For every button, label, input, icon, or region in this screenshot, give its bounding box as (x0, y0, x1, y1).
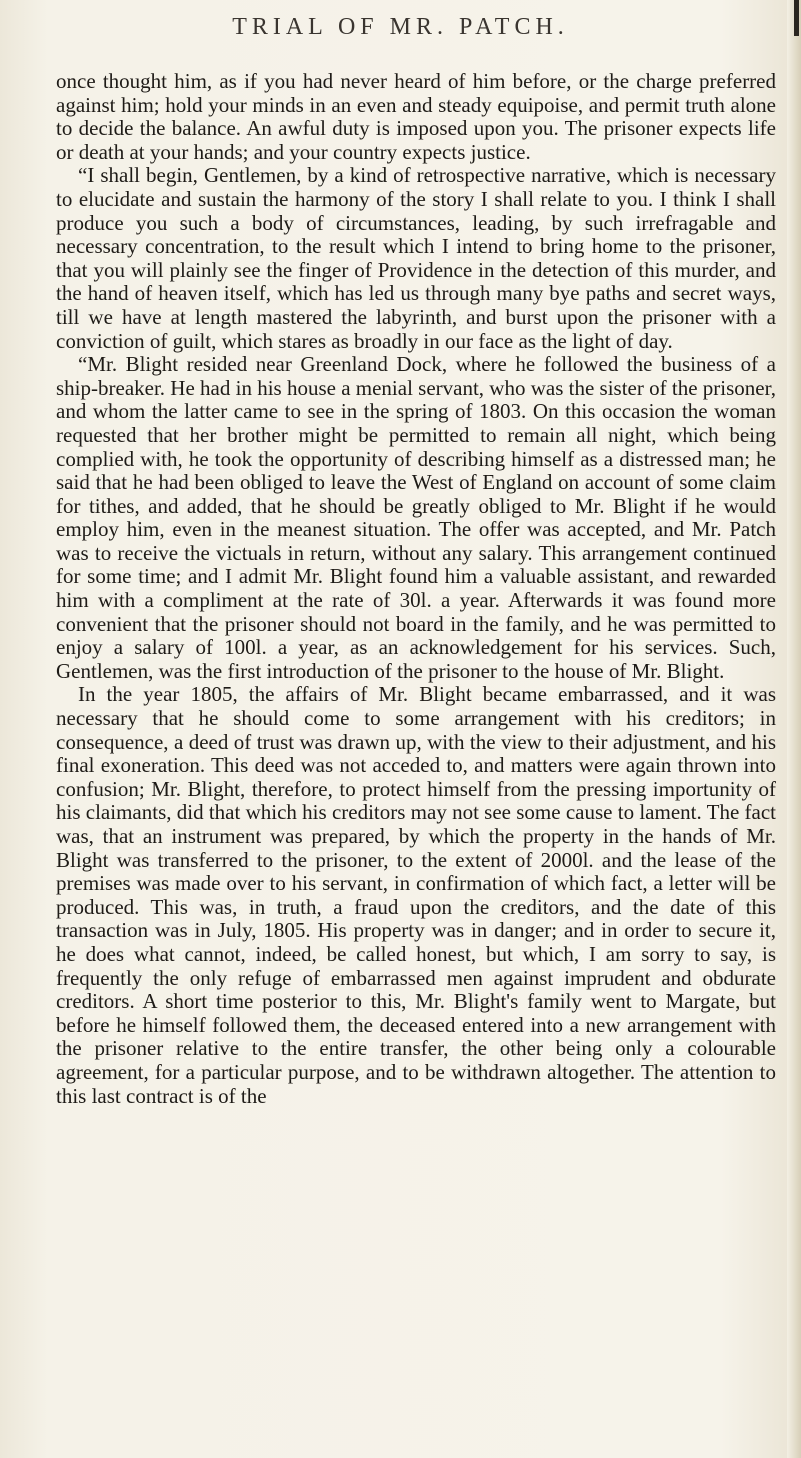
paragraph-4: In the year 1805, the affairs of Mr. Blight became embarrassed, and it was necessary that he should come to some arrangement with his creditors; in consequence, a deed of trust was drawn up, with the view to their adjustment, and his final exoneration. This deed was not acceded to, and matters were again thrown into confusion; Mr. Blight, therefore, to protect himself from the pressing importunity of his claimants, did that which his creditors may not see some cause to lament. The fact was, that an instrument was prepared, by which the property in the hands of Mr. Blight was transferred to the prisoner, to the extent of 2000l. and the lease of the premises was made over to his servant, in confirmation of which fact, a letter will be produced. This was, in truth, a fraud upon the creditors, and the date of this transaction was in July, 1805. His property was in danger; and in order to secure it, he does what cannot, indeed, be called honest, but which, I am sorry to say, is frequently the only refuge of embarrassed men against imprudent and obdurate creditors. A short time posterior to this, Mr. Blight's family went to Margate, but before he himself followed them, the deceased entered into a new arrangement with the prisoner relative to the entire transfer, the other being only a colourable agreement, for a particular purpose, and to be withdrawn altogether. The attention to this last contract is of the (56, 682, 776, 1108)
paragraph-2: “I shall begin, Gentlemen, by a kind of retrospective narrative, which is necessary to elucidate and sustain the harmony of the story I shall relate to you. I think I shall produce you such a body of circumstances, leading, by such irrefragable and necessary concentration, to the result which I intend to bring home to the prisoner, that you will plainly see the finger of Providence in the detection of this murder, and the hand of heaven itself, which has led us through many bye paths and secret ways, till we have at length mastered the labyrinth, and burst upon the prisoner with a conviction of guilt, which stares as broadly in our face as the light of day. (56, 163, 776, 353)
paragraph-1: once thought him, as if you had never heard of him before, or the charge preferred against him; hold your minds in an even and steady equipoise, and permit truth alone to decide the balance. An awful duty is imposed upon you. The prisoner expects life or death at your hands; and your country expects justice. (56, 69, 776, 164)
page-edge (787, 0, 801, 1458)
paragraph-3: “Mr. Blight resided near Greenland Dock, where he followed the business of a ship-breaker. He had in his house a menial servant, who was the sister of the prisoner, and whom the latter came to see in the spring of 1803. On this occasion the woman requested that her brother might be permitted to remain all night, which being complied with, he took the opportunity of describing himself as a distressed man; he said that he had been obliged to leave the West of England on account of some claim for tithes, and added, that he should be greatly obliged to Mr. Blight if he would employ him, even in the meanest situation. The offer was accepted, and Mr. Patch was to receive the victuals in return, without any salary. This arrangement continued for some time; and I admit Mr. Blight found him a valuable assistant, and rewarded him with a compliment at the rate of 30l. a year. Afterwards it was found more convenient that the prisoner should not board in the family, and he was permitted to enjoy a salary of 100l. a year, as an acknowledgement for his services. Such, Gentlemen, was the first introduction of the prisoner to the house of Mr. Blight. (56, 352, 776, 683)
running-head: TRIAL OF MR. PATCH. (232, 14, 569, 40)
body-text (56, 70, 776, 1108)
